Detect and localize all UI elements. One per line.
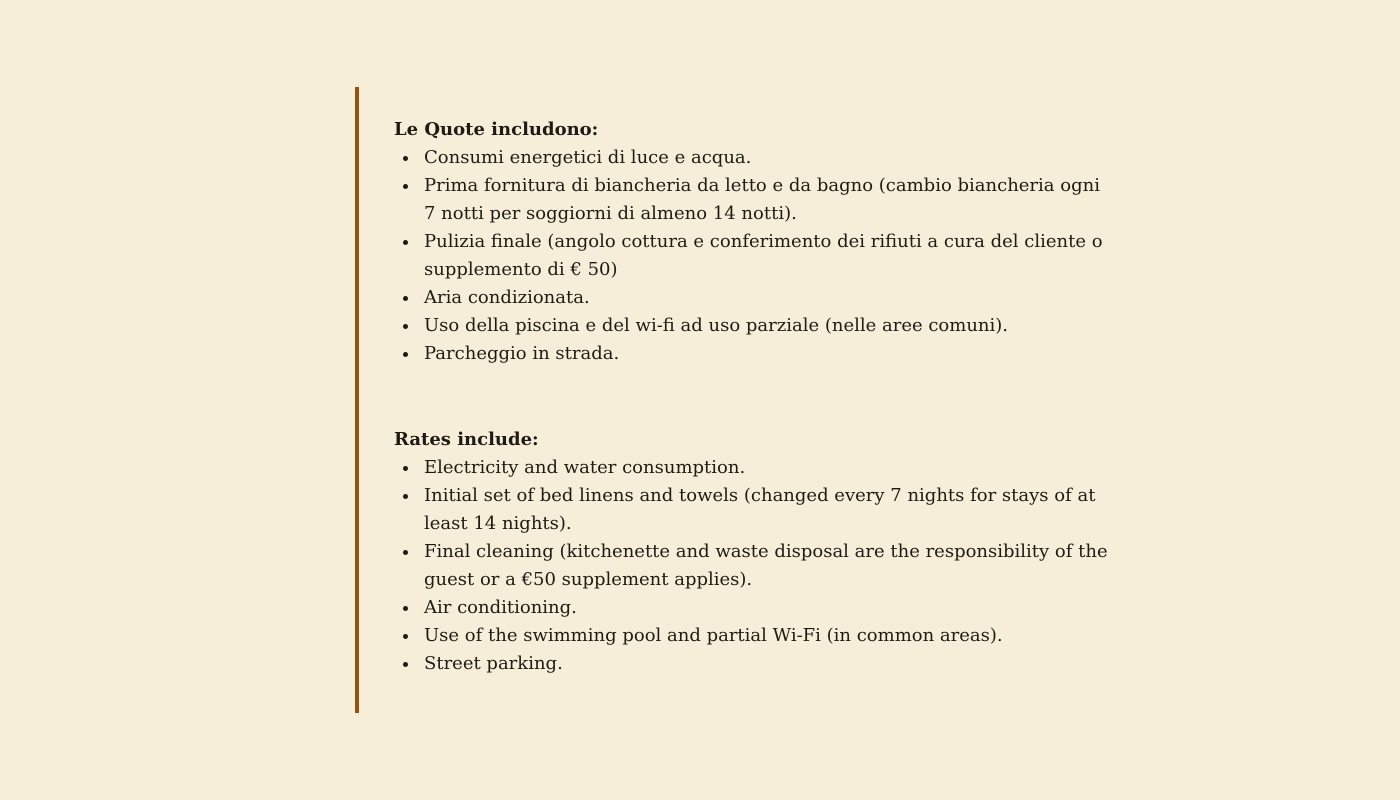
- list-item: Electricity and water consumption.: [394, 454, 1114, 482]
- list-item: Use of the swimming pool and partial Wi-Fi (in common areas).: [394, 622, 1114, 650]
- list-item: Air conditioning.: [394, 594, 1114, 622]
- list-item: Street parking.: [394, 650, 1114, 678]
- list-item: Parcheggio in strada.: [394, 340, 1114, 368]
- section-italian: [394, 116, 1114, 368]
- rates-content: [394, 116, 1114, 678]
- section-english: [394, 426, 1114, 678]
- list-item: Prima fornitura di biancheria da letto e da bagno (cambio biancheria ogni 7 notti per soggiorni di almeno 14 notti).: [394, 172, 1114, 228]
- list-item: Aria condizionata.: [394, 284, 1114, 312]
- list-item: Uso della piscina e del wi-fi ad uso parziale (nelle aree comuni).: [394, 312, 1114, 340]
- section-title-english: Rates include:: [394, 429, 539, 450]
- list-item: Consumi energetici di luce e acqua.: [394, 144, 1114, 172]
- accent-bar: [355, 87, 359, 713]
- section-title-italian: Le Quote includono:: [394, 119, 599, 140]
- list-item: Pulizia finale (angolo cottura e conferimento dei rifiuti a cura del cliente o supplemento di € 50): [394, 228, 1114, 284]
- list-english: [394, 454, 1114, 678]
- list-item: Final cleaning (kitchenette and waste disposal are the responsibility of the guest or a €50 supplement applies).: [394, 538, 1114, 594]
- section-spacer: [394, 368, 1114, 426]
- list-item: Initial set of bed linens and towels (changed every 7 nights for stays of at least 14 nights).: [394, 482, 1114, 538]
- list-italian: [394, 144, 1114, 368]
